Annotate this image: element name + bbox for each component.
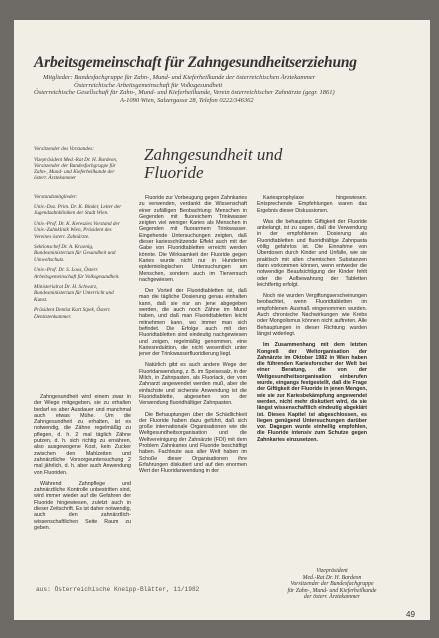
letterhead	[34, 54, 424, 104]
article-title-line: Fluoride	[144, 163, 204, 182]
article-title-line: Zahngesundheit und	[144, 145, 283, 164]
paragraph: Kariesprophylaxe hingewiesen. Entsprechende Empfehlungen waren das Ergebnis dieser Diskussionen.	[257, 195, 367, 214]
paragraph: Natürlich gibt es auch andere Wege der Fluoridanwendung, z. B. im Speisesalz, in der Milch, in Zahnpasten, als Fluorlack, der vom Zahnarzt angewendet werden muß, aber die einfachste und sicherste Anwendung ist die Fluoridtablette, abgesehen von der Verwendung fluoridhältiger Zahnpasten.	[139, 362, 247, 407]
board-member: Univ.-Doz. Prim. Dr. K. Binder, Leiter der Jugendzahnkliniken der Stadt Wien.	[34, 204, 122, 217]
signature-line: der österr. Ärztekammer	[303, 594, 361, 601]
source-note: aus: Österreichische Kneipp-Blätter, 11/1982	[36, 586, 200, 593]
article-column-3	[257, 195, 367, 448]
document-page	[14, 20, 430, 620]
board-chair: Vizepräsident Med.-Rat Dr. H. Bardeon, Vorsitzender der Bundesfachgruppe für Zahn-, Mund- und Kieferheilkunde der österr. Ärztekammer	[34, 156, 118, 182]
members-line: Österreichische Gesellschaft für Zahn-, Mund- und Kieferheilkunde, Verein österreichischer Zahnärzte (gegr. 1861)	[34, 89, 335, 97]
page-number: 49	[406, 610, 415, 619]
paragraph: Fluoride zur Vorbeugung gegen Zahnkaries zu verwenden, verdankt die Wissenschaft einer zufälligen Beobachtung: Menschen in Gegenden mit fluoreichem Trinkwasser zeigten viel weniger Karies als Menschen in Gegenden mit fluorarmem Trinkwasser. Eingehende Untersuchungen zeigten, daß dieser kariesschützende Effekt auch mit der Gabe von Fluoridtabletten erreicht werden könnte. Die Wirksamkeit der Fluoride gegen Karies wurde nicht nur in Hunderten epidemiologischen Untersuchungen am Menschen, sondern auch im Tierversuch nachgewiesen.	[139, 195, 247, 283]
members-line: Mitglieder: Bundesfachgruppe für Zahn-, Mund- und Kieferheilkunde der österreichischen Ärztekammer	[43, 74, 316, 81]
members-line: Österreichische Arbeitsgemeinschaft für Volksgesundheit	[74, 81, 223, 89]
organization-title: Arbeitsgemeinschaft für Zahngesundheitserziehung	[34, 54, 357, 71]
article-title	[144, 146, 282, 182]
address-line: A-1090 Wien, Salzergasse 28, Telefon 0222/346362	[120, 96, 254, 104]
signature-line: für Zahn-, Mund- und Kieferheilkunde	[287, 587, 377, 594]
signature-line: Vizepräsident	[316, 568, 348, 574]
board-member: Ministerialrat Dr. H. Schwarz, Bundesministerium für Unterricht und Kunst.	[34, 284, 114, 303]
highlight-paragraph: Im Zusammenhang mit dem letzten Kongreß der Weltorganisation der Zahnärzte im Oktober 1982 in Wien haben die führenden Kariesforscher der Welt bei einer Beratung, die von der Weltgesundheitsorganisation einberufen wurde, eingangs festgestellt, daß die Frage der Giftigkeit der Fluoride in jenen Mengen, wie sie zur Kariesbekämpfung angewendet werden, nicht mehr diskutiert wird, da sie längst wissenschaftlich eindeutig abgeklärt ist. Dieses Kapitel ist abgeschlossen, es liegen genügend Untersuchungen darüber vor. Dagegen wurde einhellig empfohlen, die Fluoride intensiv zum Schutze gegen Zahnkaries einzusetzen.	[257, 342, 367, 443]
paragraph: Noch nie wurden Vergiftungserscheinungen beobachtet, wenn Fluoridtabletten im empfohlenen Ausmaß eingenommen wurden. Auch chronische Nachwirkungen wie Krebs oder Mongolismus können nicht auftreten. Alle Behauptungen in dieser Richtung wurden längst widerlegt.	[257, 293, 367, 337]
board-member: Univ.-Prof. Dr. S. Loos, Österr. Arbeitsgemeinschaft für Volksgesundheit.	[34, 267, 120, 280]
article-column-2	[139, 195, 247, 479]
paragraph: Die Behauptungen über die Schädlichkeit der Fluoride haben dazu geführt, daß sich große internationale Organisationen wie die Weltgesundheitsorganisation und die Weltvereinigung der Zahnärzte (FDI) mit dem Problem Zahnkaries und Fluoride beschäftigt haben. Fachleute aus aller Welt haben im Schoße dieser Organisationen ihre Erfahrungen diskutiert und auf den enormen Wert der Fluoridanwendung in der	[139, 411, 247, 475]
board-member: Univ.-Prof. Dr. K. Kereszies Vorstand der Univ.-Zahnklinik Wien, Präsident des Vereines österr. Zahnärzte.	[34, 221, 120, 240]
paragraph: Was die behauptete Giftigkeit der Fluoride anbelangt, ist zu sagen, daß die Verwendung in der empfohlenen Dosierung als Fluoridtabletten und fluoridhältige Zahnpasta völlig gefahrlos ist. Die Einnahme von Überdosen durch Kinder und Unfälle, wie sie praktisch mit allen chemischen Substanzen dann vorkommen können, wenn entweder die notwendige Beaufsichtigung der Kinder fehlt oder die Aufbewahrung der Tabletten leichtfertig erfolgt.	[257, 218, 367, 288]
paragraph: Zahngesundheit wird einem zwar in der Wiege mitgegeben, sie zu erhalten bedarf es aber Ausdauer und manchmal auch etwas Mühe. Um die Zahngesundheit zu erhalten, ist es notwendig, die Zähne regelmäßig zu pflegen, d. h. 2 mal täglich Zähne putzen, d. h. sich richtig zu ernähren, also ausgewogene Kost, kein Zucker zwischen den Mahlzeiten und zahnärztliche Vorsorgeuntersuchung 2 mal jährlich, d. h. aber auch Anwendung von Fluoriden.	[34, 394, 131, 476]
board-list	[34, 146, 122, 324]
paragraph: Während Zahnpflege und zahnärztliche Kontrolle unbestritten sind, wird immer wieder auf die Gefahren der Fluoride hingewiesen, zuletzt auch in dieser Zeitschrift. Es ist daher notwendig, auch den zahnärztlich-wissenschaftlichen Seite Raum zu geben.	[34, 480, 131, 531]
board-heading: Vorsitzender des Vorstandes:	[34, 146, 94, 152]
board-member: Präsident Dentist Kurt Sipek, Österr. Dentistenkammer.	[34, 307, 111, 320]
signature-block	[257, 568, 407, 601]
article-column-1	[34, 394, 131, 536]
members-heading: Vorstandsmitglieder:	[34, 193, 78, 200]
signature-line: Med.-Rat Dr. H. Bardeon	[302, 574, 362, 581]
board-member: Sektionschef Dr. A. Kraonig, Bundesministerium für Gesundheit und Umweltschutz.	[34, 244, 116, 263]
paragraph: Der Vorteil der Fluoridtabletten ist, daß man die tägliche Dosierung genau einhalten kann, daß sie nur an jene abgegeben werden, die auch noch Zähne im Mund haben, und daß man Fluoridtabletten leicht mitnehmen kann, wo immer man sich befindet. Die Erfolge auch mit den Fluoridtabletten sind eindeutig nachgewiesen und zeigen, regelmäßig genommen, eine Kariesreduktion, die nicht wesentlich unter jener der Trinkwasserfluoridierung liegt.	[139, 288, 247, 358]
signature-line: Vorsitzender der Bundesfachgruppe	[290, 581, 374, 588]
